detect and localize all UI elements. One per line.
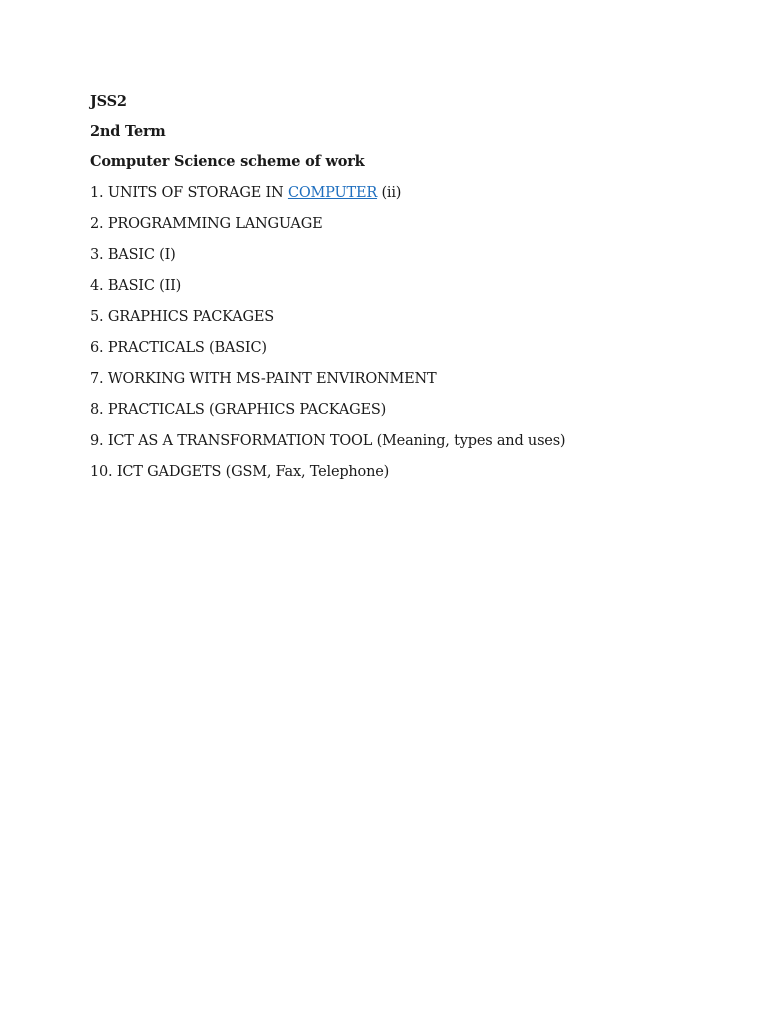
topic-item-3: 3. BASIC (I): [90, 247, 176, 263]
topic-item-1-prefix: 1. UNITS OF STORAGE IN: [90, 185, 288, 201]
topic-item-10: 10. ICT GADGETS (GSM, Fax, Telephone): [90, 464, 390, 480]
topic-item-2: 2. PROGRAMMING LANGUAGE: [90, 216, 323, 232]
document-content: [90, 92, 710, 493]
topic-item-5: 5. GRAPHICS PACKAGES: [90, 309, 274, 325]
topic-item-1: [90, 183, 710, 203]
topic-item-8: 8. PRACTICALS (GRAPHICS PACKAGES): [90, 402, 387, 418]
class-label: JSS2: [90, 93, 127, 110]
topic-item-1-suffix: (ii): [377, 185, 402, 201]
topic-item-7: 7. WORKING WITH MS-PAINT ENVIRONMENT: [90, 371, 437, 387]
term-label: 2nd Term: [90, 123, 166, 140]
computer-link[interactable]: COMPUTER: [287, 185, 378, 201]
topic-item-6: 6. PRACTICALS (BASIC): [90, 340, 267, 356]
document-title: Computer Science scheme of work: [90, 153, 365, 170]
topic-item-9: 9. ICT AS A TRANSFORMATION TOOL (Meaning, types and uses): [90, 433, 566, 449]
topic-item-4: 4. BASIC (II): [90, 278, 182, 294]
topic-list: [90, 183, 710, 482]
